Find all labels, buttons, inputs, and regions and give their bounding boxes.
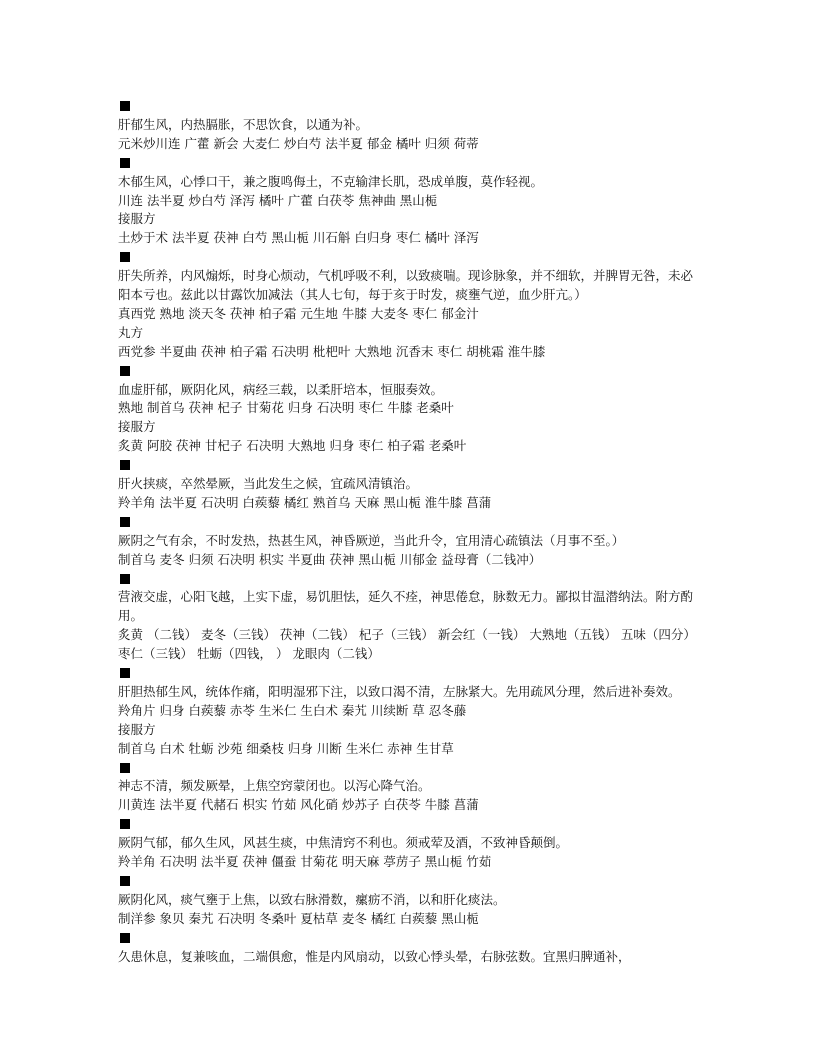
black-square-bullet-icon (120, 819, 130, 829)
black-square-bullet-icon (120, 460, 130, 470)
text-line: 肝郁生风，内热膈胀，不思饮食，以通为补。 (118, 116, 369, 132)
black-square-bullet-icon (120, 933, 130, 943)
prescription-entry (118, 460, 698, 513)
prescription-entry (118, 933, 698, 967)
prescription-entry (118, 876, 698, 929)
text-line: 羚羊角 法半夏 石决明 白蒺藜 橘红 熟首乌 天麻 黑山栀 淮牛膝 菖蒲 (118, 494, 492, 510)
text-line: 真西党 熟地 淡天冬 茯神 柏子霜 元生地 牛膝 大麦冬 枣仁 郁金汁 (118, 305, 479, 321)
text-line: 土炒于术 法半夏 茯神 白芍 黑山栀 川石斛 白归身 枣仁 橘叶 泽泻 (118, 230, 479, 246)
text-line: 厥阴之气有余，不时发热，热甚生风，神昏厥逆，当此升令，宜用清心疏镇法（月事不至。） (118, 532, 625, 548)
text-line: 接服方 (118, 211, 156, 227)
black-square-bullet-icon (120, 763, 130, 773)
text-line: 川黄连 法半夏 代赭石 枳实 竹茹 风化硝 炒苏子 白茯苓 牛膝 菖蒲 (118, 797, 479, 813)
prescription-entry (118, 668, 698, 759)
text-line: 肝胆热郁生风，统体作痛，阳明湿邪下注，以致口渴不清，左脉紧大。先用疏风分理，然后进补奏效。 (118, 683, 681, 699)
text-line: 元米炒川连 广藿 新会 大麦仁 炒白芍 法半夏 郁金 橘叶 归须 荷蒂 (118, 135, 479, 151)
text-line: 接服方 (118, 419, 156, 435)
prescription-entry (118, 517, 698, 570)
text-line: 营液交虚，心阳飞越，上实下虚，易饥胆怯，延久不痊，神思倦怠，脉数无力。鄙拟甘温潜纳法。附方酌用。 (118, 589, 694, 624)
prescription-entry (118, 574, 698, 665)
black-square-bullet-icon (120, 876, 130, 886)
black-square-bullet-icon (120, 158, 130, 168)
text-line: 西党参 半夏曲 茯神 柏子霜 石决明 枇杷叶 大熟地 沉香末 枣仁 胡桃霜 淮牛膝 (118, 343, 546, 359)
text-line: 接服方 (118, 721, 156, 737)
black-square-bullet-icon (120, 517, 130, 527)
text-line: 血虚肝郁，厥阴化风，病经三载，以柔肝培本，恒服奏效。 (118, 381, 444, 397)
prescription-entry (118, 158, 698, 249)
text-line: 制首乌 麦冬 归须 石决明 枳实 半夏曲 茯神 黑山栀 川郁金 益母膏（二钱冲） (118, 551, 542, 567)
text-line: 羚角片 归身 白蒺藜 赤苓 生米仁 生白术 秦艽 川续断 草 忍冬藤 (118, 702, 467, 718)
black-square-bullet-icon (120, 252, 130, 262)
text-line: 制首乌 白术 牡蛎 沙苑 细桑枝 归身 川断 生米仁 赤神 生甘草 (118, 740, 454, 756)
text-line: 川连 法半夏 炒白芍 泽泻 橘叶 广藿 白茯苓 焦神曲 黑山栀 (118, 192, 438, 208)
prescription-entry (118, 819, 698, 872)
text-line: 羚羊角 石决明 法半夏 茯神 僵蚕 甘菊花 明天麻 葶苈子 黑山栀 竹茹 (118, 854, 492, 870)
text-line: 炙黄 （二钱） 麦冬（三钱） 茯神（二钱） 杞子（三钱） 新会红（一钱） 大熟地（五钱） 五味（四分）枣仁（三钱） 牡蛎（四钱， ） 龙眼肉（二钱） (118, 627, 696, 662)
black-square-bullet-icon (120, 574, 130, 584)
prescription-entry (118, 252, 698, 361)
black-square-bullet-icon (120, 366, 130, 376)
black-square-bullet-icon (120, 668, 130, 678)
text-line: 厥阴气郁，郁久生风，风甚生痰，中焦清窍不利也。须戒荤及酒，不致神昏颠倒。 (118, 835, 569, 851)
text-line: 肝火挟痰，卒然晕厥，当此发生之候，宜疏风清镇治。 (118, 476, 419, 492)
prescription-entry (118, 366, 698, 457)
text-line: 神志不清，频发厥晕，上焦空窍蒙闭也。以泻心降气治。 (118, 778, 431, 794)
text-line: 久患休息，复兼咳血，二端俱愈，惟是内风扇动，以致心悸头晕，右脉弦数。宜黑归脾通补， (118, 948, 631, 964)
text-line: 熟地 制首乌 茯神 杞子 甘菊花 归身 石决明 枣仁 牛膝 老桑叶 (118, 400, 454, 416)
prescription-entry (118, 763, 698, 816)
text-line: 制洋参 象贝 秦艽 石决明 冬桑叶 夏枯草 麦冬 橘红 白蒺藜 黑山栀 (118, 910, 479, 926)
text-line: 肝失所养，内风煽烁，时身心烦动，气机呼吸不利，以致痰喘。现诊脉象，并不细软，并脾胃无咎，未必阳本亏也。兹此以甘露饮加减法（其人七旬，每于亥于时发，痰壅气逆，血少肝亢。） (118, 268, 694, 303)
prescription-entry (118, 101, 698, 154)
text-line: 厥阴化风，痰气壅于上焦，以致右脉滑数，瘰疬不消，以和肝化痰法。 (118, 891, 506, 907)
document-body (118, 97, 698, 967)
text-line: 炙黄 阿胶 茯神 甘杞子 石决明 大熟地 归身 枣仁 柏子霜 老桑叶 (118, 438, 467, 454)
text-line: 木郁生风，心悸口干，兼之腹鸣侮土，不克输津长肌，恐成单腹，莫作轻视。 (118, 173, 544, 189)
text-line: 丸方 (118, 324, 144, 340)
black-square-bullet-icon (120, 101, 130, 111)
